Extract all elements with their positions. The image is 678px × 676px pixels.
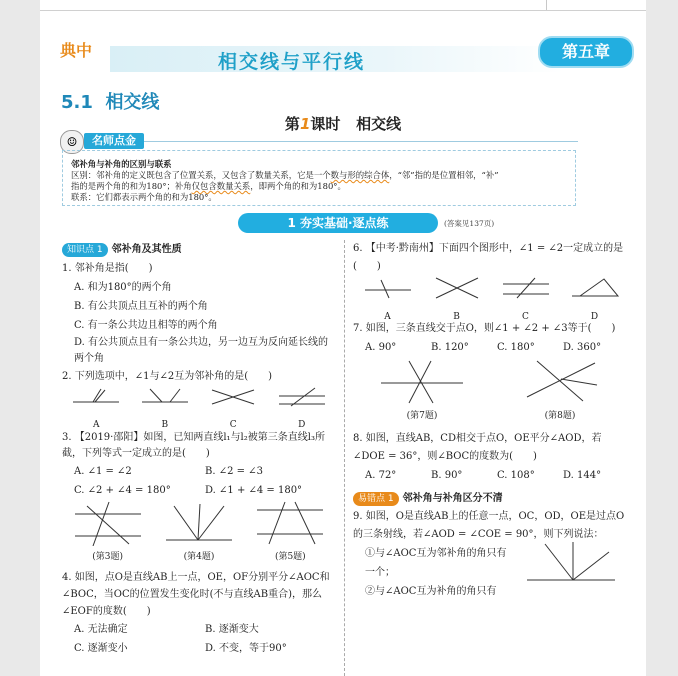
q8-figure [517, 357, 603, 407]
tips-rule [144, 141, 578, 142]
tips-box [62, 150, 576, 206]
question-9: 9. 如图，O是直线AB上的任意一点，OC，OD，OE是过点O的三条射线，若∠AOD = ∠COE = 90°，则下列说法： [353, 511, 625, 540]
tips-title: 邻补角与补角的区别与联系 [71, 159, 172, 169]
teacher-avatar-icon: ☺ [60, 130, 84, 154]
q3-5-captions: (第3题) (第4题) (第5题) [92, 552, 306, 562]
q2-figures [62, 386, 336, 430]
q6-figures [353, 276, 629, 322]
intersecting-lines-diagram-icon [517, 357, 603, 405]
q5-figure [255, 500, 325, 548]
q4-figure [164, 500, 234, 548]
tips-line-2: 指的是两个角的和为180°；补角仅包含数量关系，即两个角的和为180°。 [71, 181, 346, 191]
angle-diagram-icon [363, 276, 413, 300]
brand-logo: 典中 [60, 41, 93, 60]
q7-8-figures [353, 357, 629, 407]
q1-option-a: A. 和为180°的两个角 [74, 282, 172, 293]
q6-figure: C [501, 276, 551, 318]
chapter-title: 相交线与平行线 [218, 51, 366, 73]
column-divider [344, 240, 345, 676]
lesson-number: 1 [299, 115, 311, 133]
top-rule [40, 10, 646, 11]
q1-option-d: D. 有公共顶点且有一条公共边，另一边互为反向延长线的两个角 [74, 337, 329, 364]
q9-items [353, 544, 629, 601]
triangle-diagram-icon [570, 276, 620, 300]
q4-options-row-1: A. 无法确定 B. 逐渐变大 [74, 624, 259, 635]
q1-option-b: B. 有公共顶点且互补的两个角 [74, 301, 208, 312]
question-4: 4. 如图，点O是直线AB上一点，OE，OF分别平分∠AOC和∠BOC，当OC的位置发生变化时(不与直线AB重合)，那么∠EOF的度数( ) [62, 572, 330, 617]
q3-options-row-1: A. ∠1 = ∠2 B. ∠2 = ∠3 [74, 466, 263, 477]
q9-statement-2: ②与∠AOC互为补角的角只有 [365, 586, 497, 597]
lesson-name: 相交线 [356, 115, 402, 133]
right-column [353, 240, 629, 601]
q2-figure: B [140, 386, 190, 426]
q2-figure: A [71, 386, 121, 426]
question-8: 8. 如图，直线AB，CD相交于点O，OE平分∠AOD，若∠DOE = 36°，则∠BOC的度数为( ) [353, 433, 602, 462]
practice-title: 1 夯实基础·逐点练 [238, 213, 438, 233]
q9-figure [523, 538, 619, 588]
tips-line-1: 区别：邻补角的定义既包含了位置关系，又包含了数量关系，它是一个数与形的综合体，“邻”指的是位置相邻，“补” [71, 170, 499, 180]
lesson-title [40, 113, 646, 134]
angle-diagram-icon [432, 276, 482, 300]
parallel-lines-diagram-icon [73, 500, 143, 546]
question-7: 7. 如图，三条直线交于点O，则∠1 + ∠2 + ∠3等于( ) [353, 323, 616, 334]
chapter-badge: 第五章 [538, 36, 634, 68]
q9-statement-1: ①与∠AOC互为邻补角的角只有一个； [365, 548, 507, 578]
angle-diagram-icon [501, 276, 551, 300]
q4-options-row-2: C. 逐渐变小 D. 不变，等于90° [74, 643, 287, 654]
textbook-page [40, 0, 646, 676]
q6-figure: D [570, 276, 620, 318]
q3-options-row-2: C. ∠2 + ∠4 = 180° D. ∠1 + ∠4 = 180° [74, 485, 303, 496]
page-edge-mark [546, 0, 547, 10]
three-lines-diagram-icon [379, 357, 465, 405]
left-column [62, 240, 336, 658]
lesson-prefix: 第 [284, 115, 300, 133]
q7-figure [379, 357, 465, 407]
q3-figure [73, 500, 143, 548]
q8-options: A. 72° B. 90° C. 108° D. 144° [365, 470, 602, 481]
tips-line-3: 联系：它们都表示两个角的和为180°。 [71, 192, 217, 202]
question-6: 6. 【中考·黔南州】下面四个图形中，∠1 = ∠2一定成立的是( ) [353, 243, 624, 272]
question-1: 1. 邻补角是指( ) [62, 263, 153, 274]
section-title: 相交线 [105, 92, 160, 113]
parallel-lines-diagram-icon [255, 500, 325, 546]
answer-reference: (答案见137页) [444, 219, 495, 228]
q7-8-captions: (第7题) (第8题) [406, 411, 576, 421]
angle-diagram-icon [71, 386, 121, 408]
section-heading [61, 88, 159, 114]
angle-diagram-icon [140, 386, 190, 408]
q1-option-c: C. 有一条公共边且相等的两个角 [74, 320, 218, 331]
rays-diagram-icon [164, 500, 234, 546]
knowledge-point-1: 知识点 1 邻补角及其性质 [62, 240, 336, 259]
tips-label: 名师点金 [84, 133, 144, 149]
q2-figure: D [277, 386, 327, 426]
q3-5-figures [62, 500, 336, 548]
angle-diagram-icon [208, 386, 258, 408]
section-number: 5.1 [61, 92, 93, 113]
question-2: 2. 下列选项中，∠1与∠2互为邻补角的是( ) [62, 371, 273, 382]
q6-figure: A [363, 276, 413, 318]
q2-figure: C [208, 386, 258, 426]
lesson-suffix: 课时 [310, 115, 341, 133]
error-point-1: 易错点 1 邻补角与补角区分不清 [353, 489, 629, 508]
question-3: 3. 【2019·邵阳】如图，已知两直线l₁与l₂被第三条直线l₃所截，下列等式一定成立的是( ) [62, 432, 325, 459]
q6-figure: B [432, 276, 482, 318]
chapter-banner [60, 36, 626, 78]
angle-diagram-icon [277, 386, 327, 408]
q7-options: A. 90° B. 120° C. 180° D. 360° [365, 342, 602, 353]
